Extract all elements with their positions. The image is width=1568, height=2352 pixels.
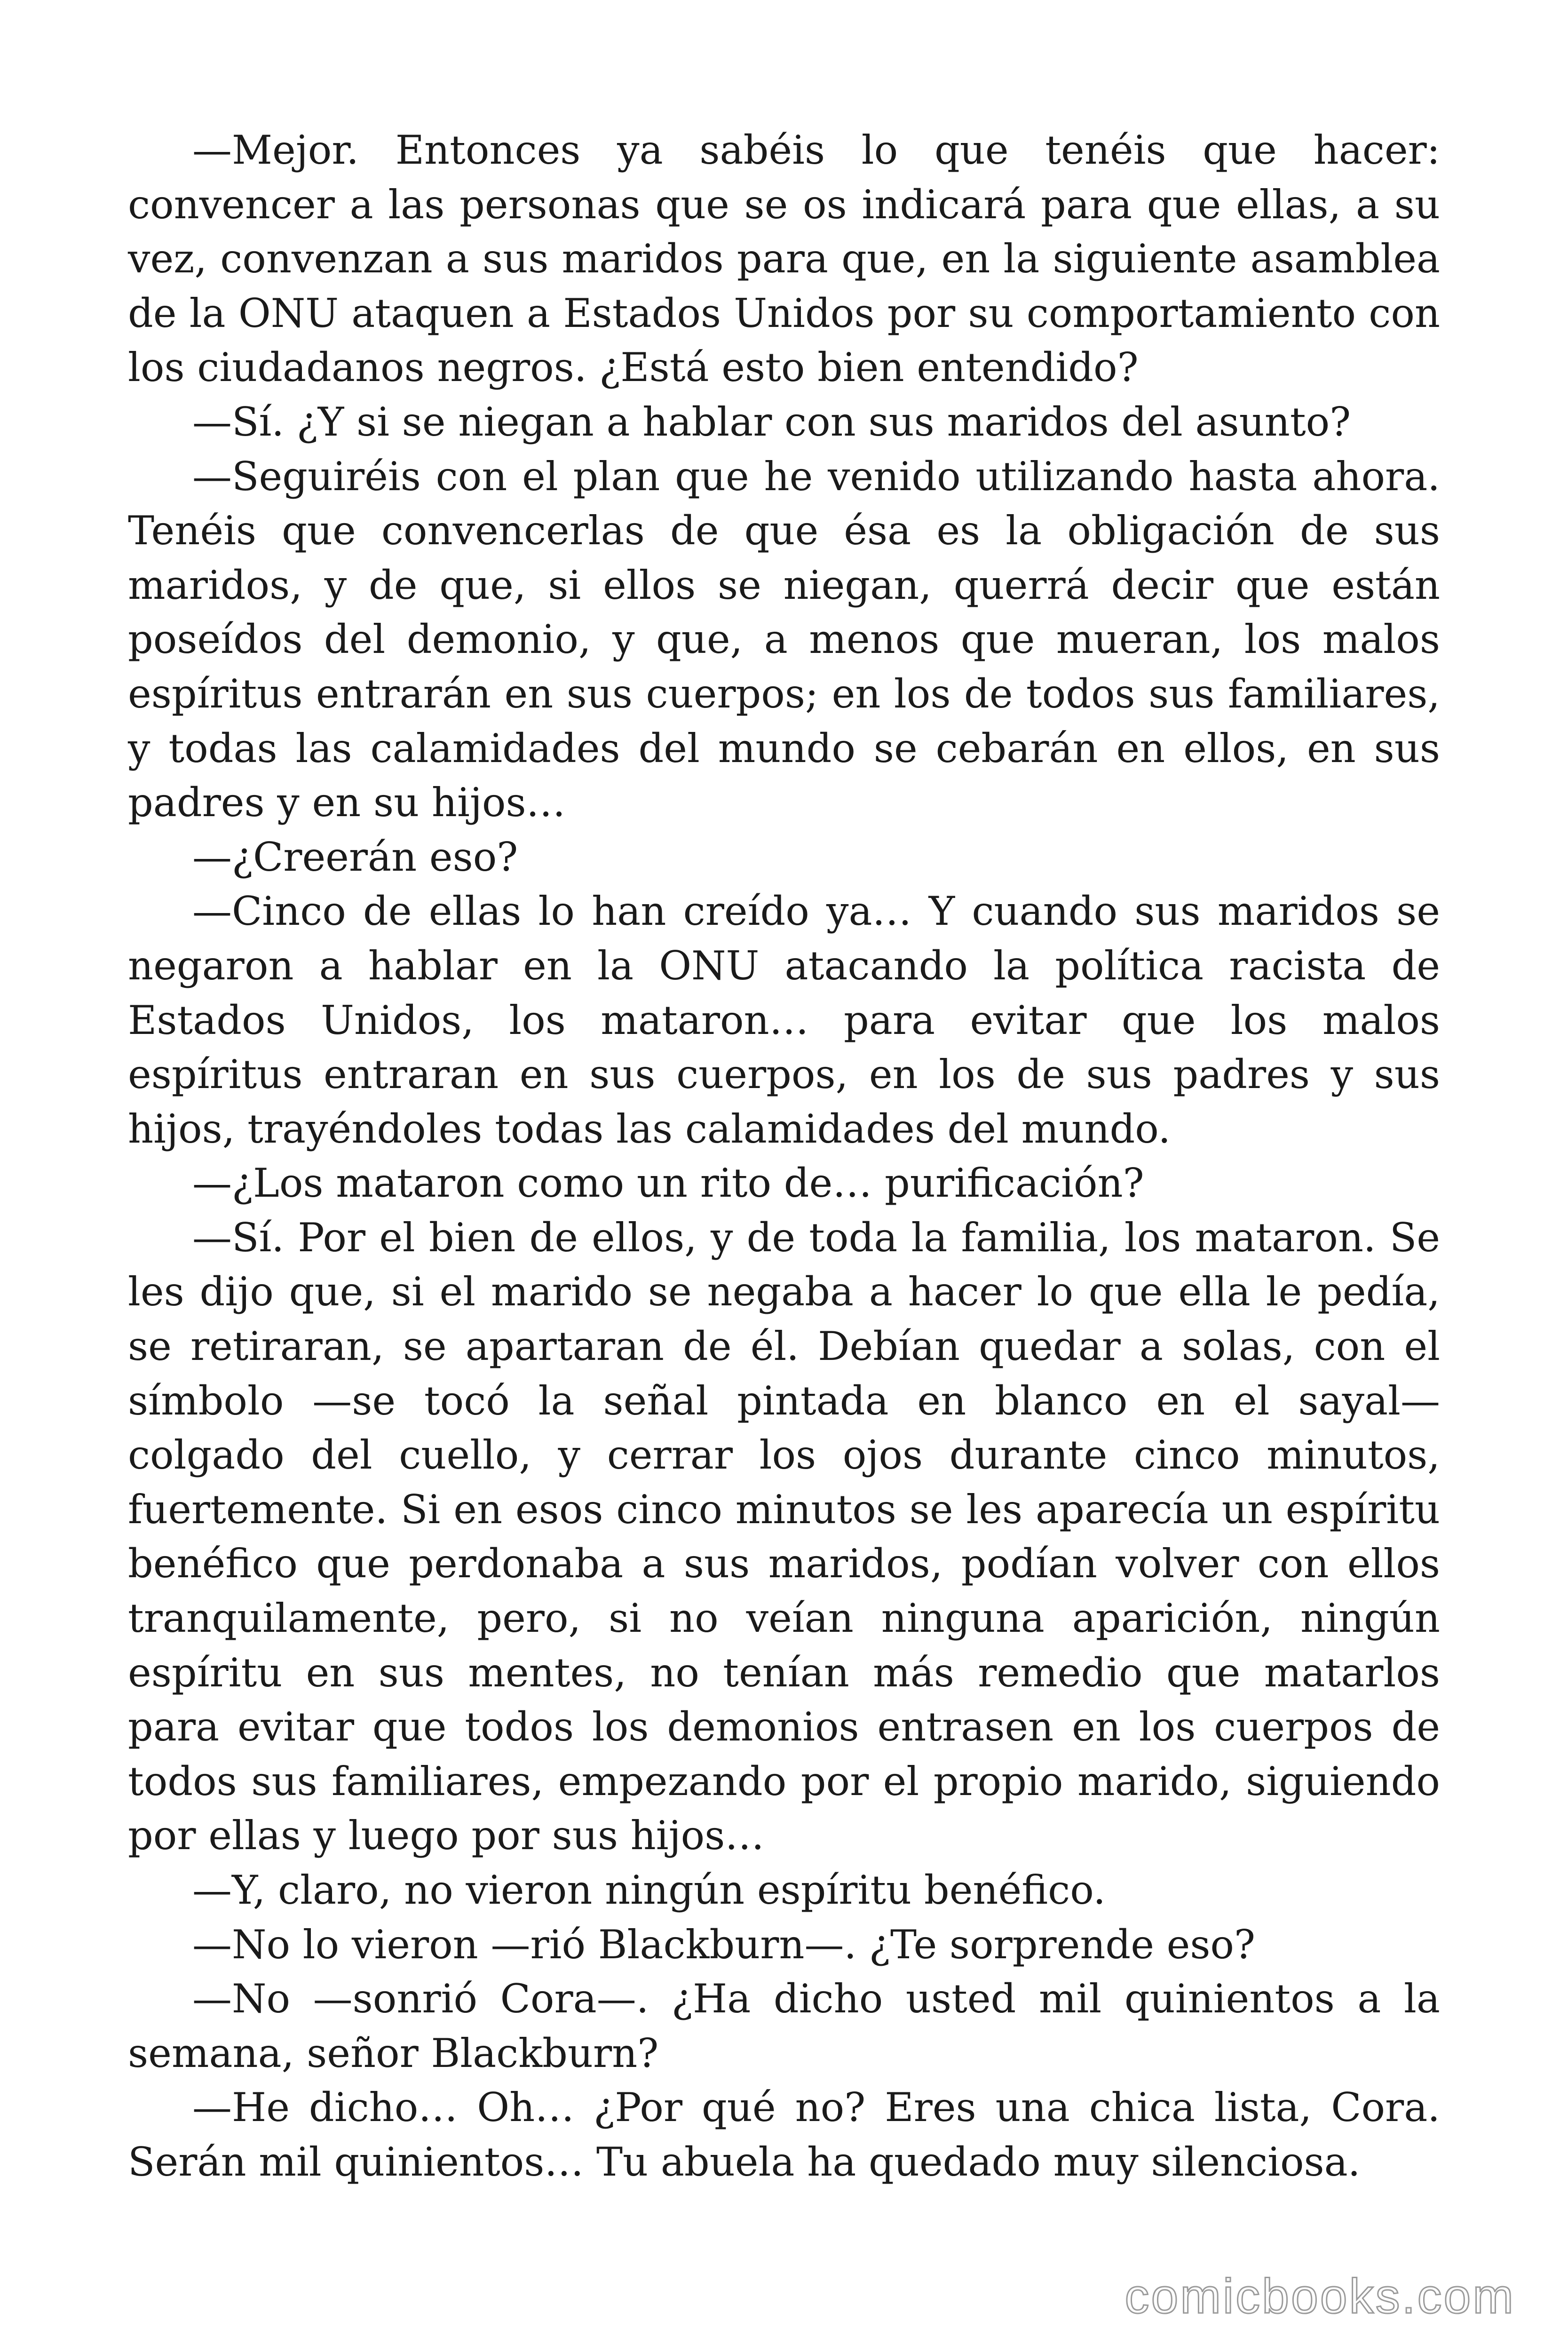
page-body-text <box>128 123 1440 2190</box>
paragraph: —Cinco de ellas lo han creído ya… Y cuando sus maridos se negaron a hablar en la ONU atacando la política racista de Estados Unidos, los mataron… para evitar que los malos espíritus entraran en sus cuerpos, en los de sus padres y sus hijos, trayéndoles todas las calamidades del mundo. <box>128 888 1440 1152</box>
paragraph: —Mejor. Entonces ya sabéis lo que tenéis que hacer: convencer a las personas que se os indicará para que ellas, a su vez, convenzan a sus maridos para que, en la siguiente asamblea de la ONU ataquen a Estados Unidos por su comportamiento con los ciudadanos negros. ¿Está esto bien entendido? <box>128 127 1440 391</box>
paragraph: —¿Los mataron como un rito de… purificación? <box>192 1160 1144 1207</box>
watermark: comicbooks.com <box>1125 2269 1515 2324</box>
paragraph: —Sí. ¿Y si se niegan a hablar con sus maridos del asunto? <box>192 398 1351 445</box>
paragraph: —¿Creerán eso? <box>192 834 518 880</box>
paragraph: —Seguiréis con el plan que he venido utilizando hasta ahora. Tenéis que convencerlas de que ésa es la obligación de sus maridos, y de que, si ellos se niegan, querrá decir que están poseídos del demonio, y que, a menos que mueran, los malos espíritus entrarán en sus cuerpos; en los de todos sus familiares, y todas las calamidades del mundo se cebarán en ellos, en sus padres y en su hijos… <box>128 453 1440 826</box>
paragraph: —He dicho… Oh… ¿Por qué no? Eres una chica lista, Cora. Serán mil quinientos… Tu abuela ha quedado muy silenciosa. <box>128 2084 1440 2185</box>
paragraph: —No —sonrió Cora—. ¿Ha dicho usted mil quinientos a la semana, señor Blackburn? <box>128 1976 1440 2076</box>
paragraph: —Y, claro, no vieron ningún espíritu benéfico. <box>192 1867 1106 1913</box>
paragraph: —No lo vieron —rió Blackburn—. ¿Te sorprende eso? <box>192 1921 1256 1968</box>
paragraph: —Sí. Por el bien de ellos, y de toda la familia, los mataron. Se les dijo que, si el marido se negaba a hacer lo que ella le pedía, se retiraran, se apartaran de él. Debían quedar a solas, con el símbolo —se tocó la señal pintada en blanco en el sayal— colgado del cuello, y cerrar los ojos durante cinco minutos, fuertemente. Si en esos cinco minutos se les aparecía un espíritu benéfico que perdonaba a sus maridos, podían volver con ellos tranquilamente, pero, si no veían ninguna aparición, ningún espíritu en sus mentes, no tenían más remedio que matarlos para evitar que todos los demonios entrasen en los cuerpos de todos sus familiares, empezando por el propio marido, siguiendo por ellas y luego por sus hijos… <box>128 1214 1440 1859</box>
